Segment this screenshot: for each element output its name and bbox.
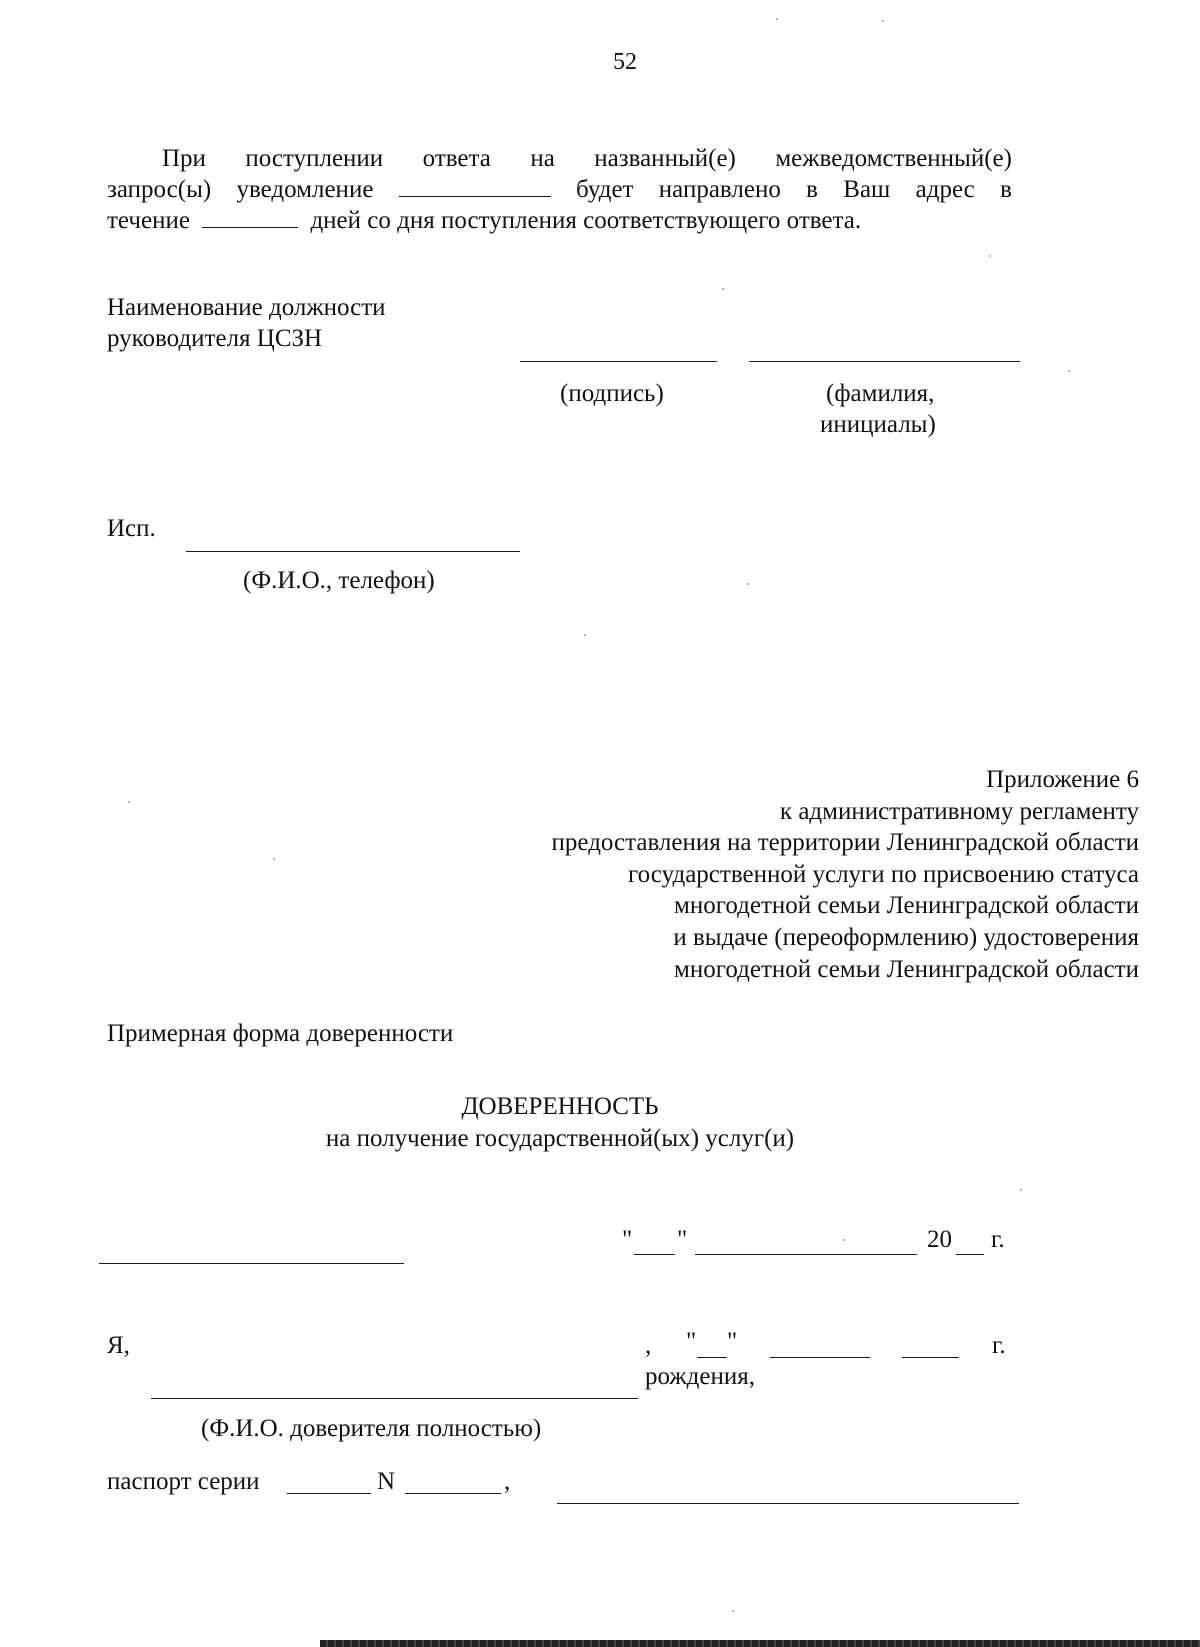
- name-caption-line-2: инициалы): [820, 411, 936, 438]
- document-title: ДОВЕРЕННОСТЬ: [461, 1093, 659, 1120]
- scan-speck: [128, 801, 130, 803]
- passport-issued-line[interactable]: [557, 1503, 1019, 1504]
- principal-label: Я,: [107, 1332, 130, 1359]
- notice-paragraph: [107, 143, 1012, 236]
- appendix-line: предоставления на территории Ленинградской области: [551, 829, 1139, 857]
- passport-label: паспорт серии: [107, 1468, 260, 1495]
- principal-name-line[interactable]: [151, 1398, 638, 1399]
- notice-word: ответа: [422, 145, 491, 172]
- appendix-header: [552, 764, 1139, 985]
- notice-word: межведомственный(е): [775, 145, 1012, 172]
- notice-word: Ваш: [843, 176, 891, 203]
- notice-word: названный(е): [594, 145, 736, 172]
- position-title-line-1: Наименование должности: [107, 294, 386, 321]
- year-suffix: г.: [991, 1226, 1005, 1253]
- days-count-blank[interactable]: [202, 205, 298, 228]
- notice-word: на: [530, 145, 555, 172]
- name-caption-line-1: (фамилия,: [826, 380, 935, 407]
- scan-speck: [776, 18, 778, 20]
- passport-number-label: N: [377, 1468, 396, 1495]
- position-title-line-2: руководителя ЦСЗН: [107, 325, 323, 352]
- notice-word: будет: [576, 176, 634, 203]
- scan-speck: [584, 634, 586, 636]
- notice-line-2: [107, 174, 1012, 205]
- passport-comma: ,: [504, 1468, 511, 1495]
- document-subtitle: на получение государственной(ых) услуг(и): [325, 1125, 795, 1152]
- notice-line-3: [107, 205, 1012, 236]
- notice-word: направлено: [658, 176, 781, 203]
- scan-speck: [1068, 370, 1070, 372]
- executor-label: Исп.: [107, 515, 156, 542]
- place-line[interactable]: [99, 1263, 404, 1264]
- appendix-line: государственной услуги по присвоению статуса: [628, 860, 1139, 888]
- notice-word: течение: [107, 207, 190, 234]
- birth-word: рождения,: [645, 1363, 755, 1390]
- scan-speck: [989, 255, 991, 257]
- notice-word: При: [162, 145, 206, 172]
- signature-caption: (подпись): [560, 380, 664, 407]
- notice-word: уведомление: [236, 176, 374, 203]
- principal-comma: ,: [645, 1332, 652, 1359]
- year-prefix: 20: [927, 1226, 952, 1253]
- date-quote-open: ": [622, 1226, 633, 1253]
- page-number: 52: [613, 49, 637, 75]
- name-initials-line[interactable]: [749, 361, 1020, 362]
- signature-line[interactable]: [520, 361, 717, 362]
- birth-quote-open: ": [686, 1328, 697, 1355]
- month-blank[interactable]: [695, 1254, 917, 1255]
- notice-line-1: [107, 143, 1012, 174]
- appendix-line: многодетной семьи Ленинградской области: [674, 892, 1139, 920]
- notice-word: адрес: [915, 176, 975, 203]
- scan-speck: [882, 20, 884, 22]
- notice-word: в: [1000, 176, 1012, 203]
- form-title: Примерная форма доверенности: [107, 1020, 454, 1047]
- date-quote-close: ": [677, 1226, 688, 1253]
- appendix-line: и выдаче (переоформлению) удостоверения: [673, 923, 1139, 951]
- notification-method-blank[interactable]: [399, 174, 551, 197]
- birth-quote-close: ": [727, 1328, 738, 1355]
- appendix-line: многодетной семьи Ленинградской области: [674, 955, 1139, 983]
- scan-speck: [843, 1239, 845, 1241]
- birth-day-blank[interactable]: [697, 1357, 727, 1358]
- principal-caption: (Ф.И.О. доверителя полностью): [201, 1415, 542, 1442]
- scan-bottom-edge: [320, 1640, 1200, 1647]
- notice-word: запрос(ы): [107, 176, 212, 203]
- scan-speck: [732, 1610, 734, 1612]
- scan-speck: [722, 288, 724, 290]
- appendix-line: к административному регламенту: [779, 797, 1139, 825]
- birth-year-blank[interactable]: [902, 1357, 959, 1358]
- executor-caption: (Ф.И.О., телефон): [243, 567, 435, 594]
- birth-month-blank[interactable]: [770, 1357, 870, 1358]
- passport-series-blank[interactable]: [287, 1493, 371, 1494]
- year-blank[interactable]: [956, 1254, 984, 1255]
- birth-year-suffix: г.: [992, 1332, 1006, 1359]
- notice-word: поступлении: [245, 145, 384, 172]
- executor-line[interactable]: [186, 551, 520, 552]
- notice-word: в: [806, 176, 818, 203]
- appendix-line: Приложение 6: [986, 766, 1139, 793]
- notice-text: дней со дня поступления соответствующего ответа.: [310, 207, 862, 234]
- day-blank[interactable]: [634, 1254, 675, 1255]
- scan-speck: [1020, 1189, 1022, 1191]
- scan-speck: [273, 858, 275, 860]
- scan-speck: [747, 583, 749, 585]
- passport-number-blank[interactable]: [405, 1493, 501, 1494]
